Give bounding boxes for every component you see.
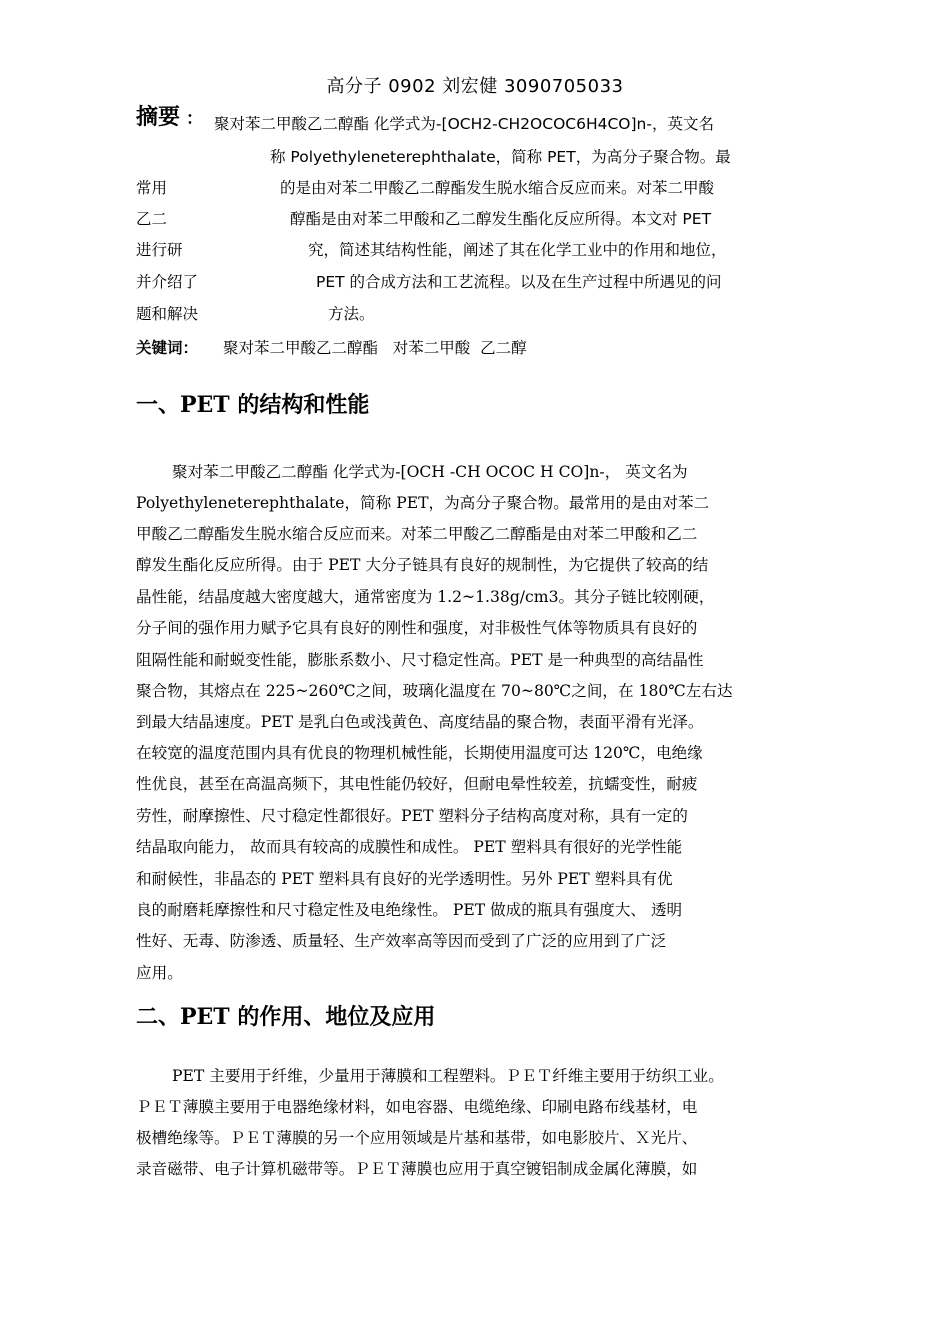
section2-heading: 二、PET 的作用、地位及应用: [136, 1004, 436, 1030]
section1-line: 劳性，耐摩擦性、尺寸稳定性都很好。PET 塑料分子结构高度对称，具有一定的: [136, 807, 688, 825]
abstract-line-3: 常用: [136, 179, 168, 197]
author-line: 高分子 0902 刘宏健 3090705033: [326, 76, 624, 97]
section1-line: 阻隔性能和耐蜕变性能，膨胀系数小、尺寸稳定性高。PET 是一种典型的高结晶性: [136, 651, 704, 669]
abstract-line-1: 聚对苯二甲酸乙二醇酯 化学式为-[OCH2-CH2OCOC6H4CO]n-，英文名: [214, 115, 714, 133]
section1-line: 在较宽的温度范围内具有优良的物理机械性能，长期使用温度可达 120℃，电绝缘: [136, 744, 703, 762]
section1-line: 和耐候性，非晶态的 PET 塑料具有良好的光学透明性。另外 PET 塑料具有优: [136, 870, 673, 888]
abstract-line-9: 并介绍了: [136, 273, 199, 291]
section1-line: 聚对苯二甲酸乙二醇酯 化学式为-[OCH -CH OCOC H CO]n-， 英文名为: [172, 463, 688, 481]
abstract-line-8: 究，简述其结构性能，阐述了其在化学工业中的作用和地位，: [308, 241, 727, 259]
keywords-text: 聚对苯二甲酸乙二醇酯 对苯二甲酸 乙二醇: [223, 339, 527, 357]
abstract-line-7: 进行研: [136, 241, 183, 259]
section2-line: 极槽绝缘等。ＰＥＴ薄膜的另一个应用领域是片基和基带，如电影胶片、Ｘ光片、: [136, 1129, 698, 1147]
section1-line: 分子间的强作用力赋予它具有良好的刚性和强度，对非极性气体等物质具有良好的: [136, 619, 698, 637]
section1-line: 应用。: [136, 964, 183, 982]
section1-line: 结晶取向能力， 故而具有较高的成膜性和成性。 PET 塑料具有很好的光学性能: [136, 838, 683, 856]
section2-line: PET 主要用于纤维，少量用于薄膜和工程塑料。ＰＥＴ纤维主要用于纺织工业。: [172, 1067, 724, 1085]
section1-line: 良的耐磨耗摩擦性和尺寸稳定性及电绝缘性。 PET 做成的瓶具有强度大、 透明: [136, 901, 683, 919]
section2-line: ＰＥＴ薄膜主要用于电器绝缘材料，如电容器、电缆绝缘、印刷电路布线基材，电: [136, 1098, 698, 1116]
section1-line: 晶性能，结晶度越大密度越大，通常密度为 1.2~1.38g/cm3。其分子链比较刚硬，: [136, 588, 715, 606]
section1-line: 性好、无毒、防渗透、质量轻、生产效率高等因而受到了广泛的应用到了广泛: [136, 932, 667, 950]
abstract-line-11: 题和解决: [136, 305, 199, 323]
abstract-line-4: 的是由对苯二甲酸乙二醇酯发生脱水缩合反应而来。对苯二甲酸: [280, 179, 715, 197]
section1-line: 到最大结晶速度。PET 是乳白色或浅黄色、高度结晶的聚合物，表面平滑有光泽。: [136, 713, 704, 731]
keywords-label: 关键词：: [136, 339, 199, 357]
section1-line: 聚合物，其熔点在 225~260℃之间，玻璃化温度在 70~80℃之间，在 180℃左右达: [136, 682, 733, 700]
section1-line: Polyethyleneterephthalate，简称 PET，为高分子聚合物。最常用的是由对苯二: [136, 494, 710, 512]
abstract-line-10: PET 的合成方法和工艺流程。以及在生产过程中所遇见的问: [316, 273, 722, 291]
abstract-line-12: 方法。: [328, 305, 375, 323]
section1-line: 性优良，甚至在高温高频下，其电性能仍较好，但耐电晕性较差，抗蠕变性，耐疲: [136, 775, 698, 793]
abstract-label: 摘要: [136, 105, 181, 130]
abstract-line-6: 醇酯是由对苯二甲酸和乙二醇发生酯化反应所得。本文对 PET: [290, 210, 712, 228]
section2-line: 录音磁带、电子计算机磁带等。ＰＥＴ薄膜也应用于真空镀铝制成金属化薄膜，如: [136, 1160, 698, 1178]
section1-line: 甲酸乙二醇酯发生脱水缩合反应而来。对苯二甲酸乙二醇酯是由对苯二甲酸和乙二: [136, 525, 698, 543]
section1-heading: 一、PET 的结构和性能: [136, 392, 370, 418]
abstract-line-2: 称 Polyethyleneterephthalate，简称 PET，为高分子聚合物。最: [270, 148, 731, 166]
section1-line: 醇发生酯化反应所得。由于 PET 大分子链具有良好的规制性，为它提供了较高的结: [136, 556, 709, 574]
abstract-colon: ：: [186, 109, 203, 129]
abstract-line-5: 乙二: [136, 210, 168, 228]
